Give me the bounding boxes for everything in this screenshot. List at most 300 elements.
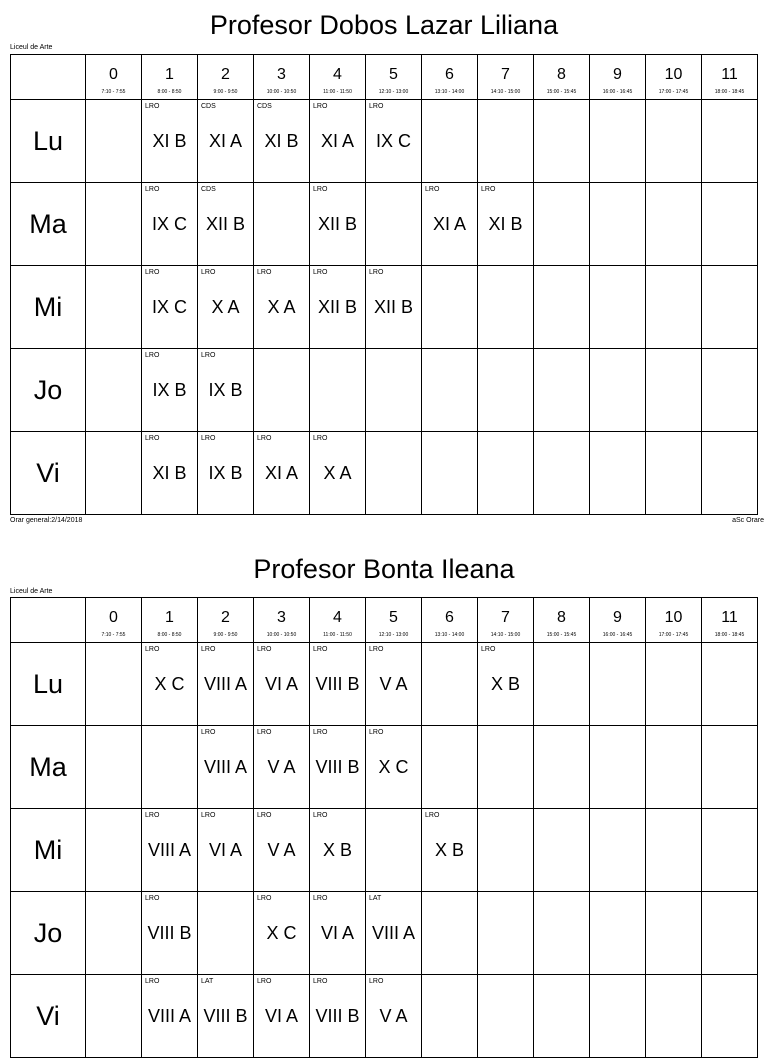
subject-code: LRO — [369, 646, 384, 653]
period-header — [534, 598, 590, 643]
class-group: XII B — [317, 297, 357, 317]
empty-cell — [590, 349, 646, 432]
lesson-cell — [198, 643, 254, 726]
day-cell — [11, 726, 86, 809]
period-number: 3 — [277, 66, 286, 83]
period-number: 7 — [501, 66, 510, 83]
empty-cell — [86, 726, 142, 809]
period-header — [198, 55, 254, 100]
day-cell — [11, 266, 86, 349]
period-number: 4 — [333, 66, 342, 83]
subject-code: LRO — [201, 352, 216, 359]
class-group: VIII A — [203, 674, 248, 694]
empty-cell — [86, 432, 142, 515]
footer-brand: aSc Orare — [732, 517, 764, 524]
class-group: XI B — [264, 131, 299, 151]
period-header — [254, 55, 310, 100]
empty-cell — [702, 809, 758, 892]
class-group: IX B — [152, 380, 187, 400]
day-name: Lu — [32, 126, 64, 156]
class-group: VIII A — [203, 757, 248, 777]
day-row — [11, 100, 758, 183]
period-time: 15:00 - 15:45 — [546, 89, 577, 95]
empty-cell — [422, 643, 478, 726]
empty-cell — [86, 349, 142, 432]
class-group: X A — [211, 297, 240, 317]
class-group: X A — [267, 297, 296, 317]
subject-code: LRO — [201, 269, 216, 276]
empty-cell — [534, 975, 590, 1058]
period-time: 17:00 - 17:45 — [658, 89, 689, 95]
day-cell — [11, 975, 86, 1058]
day-row — [11, 183, 758, 266]
empty-cell — [478, 432, 534, 515]
period-time: 18:00 - 18:45 — [714, 632, 745, 638]
lesson-cell — [478, 183, 534, 266]
empty-cell — [366, 432, 422, 515]
subject-code: LRO — [369, 978, 384, 985]
subject-code: LRO — [145, 646, 160, 653]
lesson-cell — [254, 266, 310, 349]
class-group: XI A — [264, 463, 299, 483]
subject-code: LRO — [313, 269, 328, 276]
subject-code: LRO — [257, 435, 272, 442]
subject-code: LRO — [313, 895, 328, 902]
class-group: XI B — [152, 131, 187, 151]
period-header — [422, 55, 478, 100]
period-header — [590, 598, 646, 643]
empty-cell — [366, 349, 422, 432]
lesson-cell — [310, 809, 366, 892]
lesson-cell — [478, 643, 534, 726]
subject-code: LRO — [481, 186, 496, 193]
lesson-cell — [366, 726, 422, 809]
school-name: Liceul de Arte — [10, 588, 53, 595]
day-name: Mi — [33, 835, 63, 865]
lesson-cell — [254, 726, 310, 809]
empty-cell — [366, 183, 422, 266]
period-time: 8:00 - 8:50 — [157, 632, 182, 638]
period-number: 9 — [613, 609, 622, 626]
empty-cell — [702, 266, 758, 349]
class-group: VI A — [320, 923, 355, 943]
empty-cell — [646, 432, 702, 515]
empty-cell — [590, 100, 646, 183]
subject-code: LRO — [201, 812, 216, 819]
class-group: IX B — [208, 463, 243, 483]
empty-cell — [646, 726, 702, 809]
empty-cell — [534, 643, 590, 726]
lesson-cell — [198, 183, 254, 266]
class-group: X B — [434, 840, 464, 860]
period-time: 8:00 - 8:50 — [157, 89, 182, 95]
lesson-cell — [254, 100, 310, 183]
empty-cell — [534, 349, 590, 432]
subject-code: LRO — [201, 646, 216, 653]
class-group: VIII B — [203, 1006, 248, 1026]
lesson-cell — [310, 892, 366, 975]
class-group: XI B — [488, 214, 523, 234]
subject-code: LRO — [145, 978, 160, 985]
empty-cell — [590, 432, 646, 515]
period-number: 6 — [445, 66, 454, 83]
day-name: Jo — [33, 375, 63, 405]
lesson-cell — [366, 892, 422, 975]
lesson-cell — [198, 726, 254, 809]
period-header — [702, 598, 758, 643]
period-time: 14:10 - 15:00 — [490, 632, 521, 638]
class-group: VIII B — [315, 1006, 360, 1026]
class-group: VIII B — [315, 674, 360, 694]
period-time: 10:00 - 10:50 — [266, 632, 297, 638]
class-group: V A — [379, 1006, 408, 1026]
day-row — [11, 432, 758, 515]
lesson-cell — [142, 643, 198, 726]
period-time: 10:00 - 10:50 — [266, 89, 297, 95]
subject-code: LAT — [201, 978, 214, 985]
period-header — [646, 598, 702, 643]
lesson-cell — [310, 183, 366, 266]
empty-cell — [646, 809, 702, 892]
lesson-cell — [310, 726, 366, 809]
empty-cell — [86, 100, 142, 183]
subject-code: LRO — [313, 812, 328, 819]
day-row — [11, 726, 758, 809]
subject-code: LRO — [145, 269, 160, 276]
empty-cell — [590, 643, 646, 726]
period-header — [310, 598, 366, 643]
subject-code: LRO — [145, 103, 160, 110]
period-number: 0 — [109, 609, 118, 626]
empty-cell — [478, 266, 534, 349]
empty-cell — [86, 975, 142, 1058]
subject-code: LAT — [369, 895, 382, 902]
day-name: Jo — [33, 918, 63, 948]
class-group: X C — [378, 757, 409, 777]
lesson-cell — [198, 100, 254, 183]
period-header — [646, 55, 702, 100]
timetable-grid — [10, 54, 758, 515]
empty-cell — [478, 975, 534, 1058]
corner-cell — [11, 55, 86, 100]
period-time: 15:00 - 15:45 — [546, 632, 577, 638]
period-number: 2 — [221, 66, 230, 83]
empty-cell — [590, 726, 646, 809]
period-header — [86, 598, 142, 643]
class-group: VIII B — [147, 923, 192, 943]
period-number: 5 — [389, 609, 398, 626]
empty-cell — [478, 349, 534, 432]
class-group: XI A — [208, 131, 243, 151]
period-number: 11 — [721, 609, 738, 626]
class-group: V A — [379, 674, 408, 694]
subject-code: LRO — [201, 435, 216, 442]
period-number: 10 — [664, 609, 683, 626]
subject-code: LRO — [313, 646, 328, 653]
day-name: Mi — [33, 292, 63, 322]
lesson-cell — [142, 432, 198, 515]
subject-code: LRO — [369, 269, 384, 276]
subject-code: LRO — [257, 895, 272, 902]
empty-cell — [422, 100, 478, 183]
period-time: 13:10 - 14:00 — [434, 632, 465, 638]
lesson-cell — [142, 183, 198, 266]
period-time: 13:10 - 14:00 — [434, 89, 465, 95]
empty-cell — [366, 809, 422, 892]
period-header — [422, 598, 478, 643]
day-cell — [11, 643, 86, 726]
period-time: 9:00 - 9:50 — [213, 89, 238, 95]
period-header — [198, 598, 254, 643]
day-cell — [11, 349, 86, 432]
empty-cell — [646, 349, 702, 432]
class-group: VIII A — [147, 1006, 192, 1026]
empty-cell — [422, 726, 478, 809]
subject-code: CDS — [201, 103, 216, 110]
empty-cell — [86, 809, 142, 892]
day-row — [11, 809, 758, 892]
period-header — [86, 55, 142, 100]
lesson-cell — [366, 100, 422, 183]
period-header-row — [11, 55, 758, 100]
class-group: XI A — [432, 214, 467, 234]
subject-code: LRO — [369, 103, 384, 110]
period-number: 1 — [165, 609, 174, 626]
empty-cell — [478, 809, 534, 892]
period-time: 7:10 - 7:55 — [101, 89, 126, 95]
day-row — [11, 349, 758, 432]
footer-date: Orar general:2/14/2018 — [10, 517, 83, 524]
empty-cell — [198, 892, 254, 975]
lesson-cell — [310, 643, 366, 726]
lesson-cell — [142, 349, 198, 432]
empty-cell — [422, 266, 478, 349]
empty-cell — [534, 266, 590, 349]
subject-code: LRO — [425, 812, 440, 819]
empty-cell — [534, 892, 590, 975]
empty-cell — [646, 892, 702, 975]
lesson-cell — [310, 100, 366, 183]
period-time: 12:10 - 13:00 — [378, 89, 409, 95]
period-header — [366, 55, 422, 100]
empty-cell — [702, 643, 758, 726]
lesson-cell — [198, 975, 254, 1058]
period-header — [702, 55, 758, 100]
class-group: VI A — [264, 1006, 299, 1026]
period-number: 7 — [501, 609, 510, 626]
empty-cell — [646, 266, 702, 349]
empty-cell — [534, 100, 590, 183]
empty-cell — [478, 726, 534, 809]
period-number: 1 — [165, 66, 174, 83]
subject-code: LRO — [313, 186, 328, 193]
empty-cell — [254, 183, 310, 266]
lesson-cell — [198, 266, 254, 349]
lesson-cell — [310, 432, 366, 515]
day-name: Ma — [29, 209, 67, 239]
class-group: IX C — [151, 297, 187, 317]
empty-cell — [310, 349, 366, 432]
empty-cell — [422, 892, 478, 975]
period-header — [142, 55, 198, 100]
empty-cell — [590, 975, 646, 1058]
period-header — [590, 55, 646, 100]
period-time: 18:00 - 18:45 — [714, 89, 745, 95]
subject-code: LRO — [145, 895, 160, 902]
period-time: 9:00 - 9:50 — [213, 632, 238, 638]
period-number: 5 — [389, 66, 398, 83]
period-time: 14:10 - 15:00 — [490, 89, 521, 95]
lesson-cell — [142, 266, 198, 349]
empty-cell — [422, 432, 478, 515]
empty-cell — [590, 183, 646, 266]
empty-cell — [534, 432, 590, 515]
class-group: VIII A — [371, 923, 416, 943]
empty-cell — [702, 432, 758, 515]
empty-cell — [590, 266, 646, 349]
class-group: IX C — [151, 214, 187, 234]
empty-cell — [702, 892, 758, 975]
subject-code: LRO — [313, 978, 328, 985]
lesson-cell — [142, 892, 198, 975]
empty-cell — [702, 100, 758, 183]
subject-code: LRO — [145, 812, 160, 819]
empty-cell — [646, 643, 702, 726]
lesson-cell — [254, 892, 310, 975]
subject-code: LRO — [313, 729, 328, 736]
lesson-cell — [310, 266, 366, 349]
subject-code: LRO — [257, 269, 272, 276]
period-time: 12:10 - 13:00 — [378, 632, 409, 638]
class-group: VIII B — [315, 757, 360, 777]
period-number: 3 — [277, 609, 286, 626]
period-number: 11 — [721, 66, 738, 83]
period-time: 16:00 - 16:45 — [602, 632, 633, 638]
day-name: Lu — [32, 669, 64, 699]
period-time: 17:00 - 17:45 — [658, 632, 689, 638]
class-group: IX C — [375, 131, 411, 151]
period-time: 11:00 - 11:50 — [323, 89, 352, 95]
period-header — [478, 55, 534, 100]
day-row — [11, 892, 758, 975]
class-group: VIII A — [147, 840, 192, 860]
lesson-cell — [142, 100, 198, 183]
empty-cell — [142, 726, 198, 809]
day-cell — [11, 100, 86, 183]
class-group: X C — [266, 923, 297, 943]
empty-cell — [534, 183, 590, 266]
empty-cell — [702, 975, 758, 1058]
corner-cell — [11, 598, 86, 643]
period-header — [478, 598, 534, 643]
empty-cell — [86, 266, 142, 349]
class-group: X C — [154, 674, 185, 694]
lesson-cell — [254, 809, 310, 892]
day-cell — [11, 432, 86, 515]
lesson-cell — [254, 643, 310, 726]
day-cell — [11, 892, 86, 975]
day-name: Ma — [29, 752, 67, 782]
period-header — [310, 55, 366, 100]
lesson-cell — [310, 975, 366, 1058]
subject-code: LRO — [313, 103, 328, 110]
empty-cell — [702, 349, 758, 432]
empty-cell — [590, 809, 646, 892]
subject-code: LRO — [257, 978, 272, 985]
subject-code: LRO — [313, 435, 328, 442]
lesson-cell — [254, 975, 310, 1058]
teacher-title: Profesor Dobos Lazar Liliana — [209, 10, 559, 40]
class-group: XI B — [152, 463, 187, 483]
subject-code: LRO — [257, 729, 272, 736]
period-header — [254, 598, 310, 643]
subject-code: LRO — [257, 646, 272, 653]
day-cell — [11, 809, 86, 892]
empty-cell — [422, 975, 478, 1058]
empty-cell — [646, 975, 702, 1058]
day-row — [11, 975, 758, 1058]
lesson-cell — [366, 266, 422, 349]
empty-cell — [590, 892, 646, 975]
period-number: 10 — [664, 66, 683, 83]
timetable-grid — [10, 597, 758, 1058]
class-group: V A — [267, 757, 296, 777]
day-cell — [11, 183, 86, 266]
class-group: XII B — [373, 297, 413, 317]
lesson-cell — [198, 349, 254, 432]
subject-code: CDS — [257, 103, 272, 110]
lesson-cell — [422, 809, 478, 892]
subject-code: CDS — [201, 186, 216, 193]
day-name: Vi — [36, 1001, 60, 1031]
empty-cell — [86, 892, 142, 975]
period-number: 2 — [221, 609, 230, 626]
empty-cell — [478, 892, 534, 975]
subject-code: LRO — [145, 435, 160, 442]
subject-code: LRO — [425, 186, 440, 193]
lesson-cell — [198, 432, 254, 515]
empty-cell — [534, 726, 590, 809]
period-number: 8 — [557, 66, 566, 83]
day-name: Vi — [36, 458, 60, 488]
empty-cell — [646, 100, 702, 183]
school-name: Liceul de Arte — [10, 44, 53, 51]
class-group: XI A — [320, 131, 355, 151]
day-row — [11, 266, 758, 349]
empty-cell — [254, 349, 310, 432]
class-group: X B — [322, 840, 352, 860]
period-number: 0 — [109, 66, 118, 83]
period-header — [142, 598, 198, 643]
class-group: XII B — [317, 214, 357, 234]
day-row — [11, 643, 758, 726]
empty-cell — [422, 349, 478, 432]
class-group: VI A — [208, 840, 243, 860]
empty-cell — [534, 809, 590, 892]
period-number: 8 — [557, 609, 566, 626]
period-time: 11:00 - 11:50 — [323, 632, 352, 638]
class-group: XII B — [205, 214, 245, 234]
subject-code: LRO — [369, 729, 384, 736]
lesson-cell — [366, 975, 422, 1058]
subject-code: LRO — [257, 812, 272, 819]
lesson-cell — [142, 809, 198, 892]
empty-cell — [86, 643, 142, 726]
class-group: X A — [323, 463, 352, 483]
period-header-row — [11, 598, 758, 643]
empty-cell — [86, 183, 142, 266]
period-time: 7:10 - 7:55 — [101, 632, 126, 638]
